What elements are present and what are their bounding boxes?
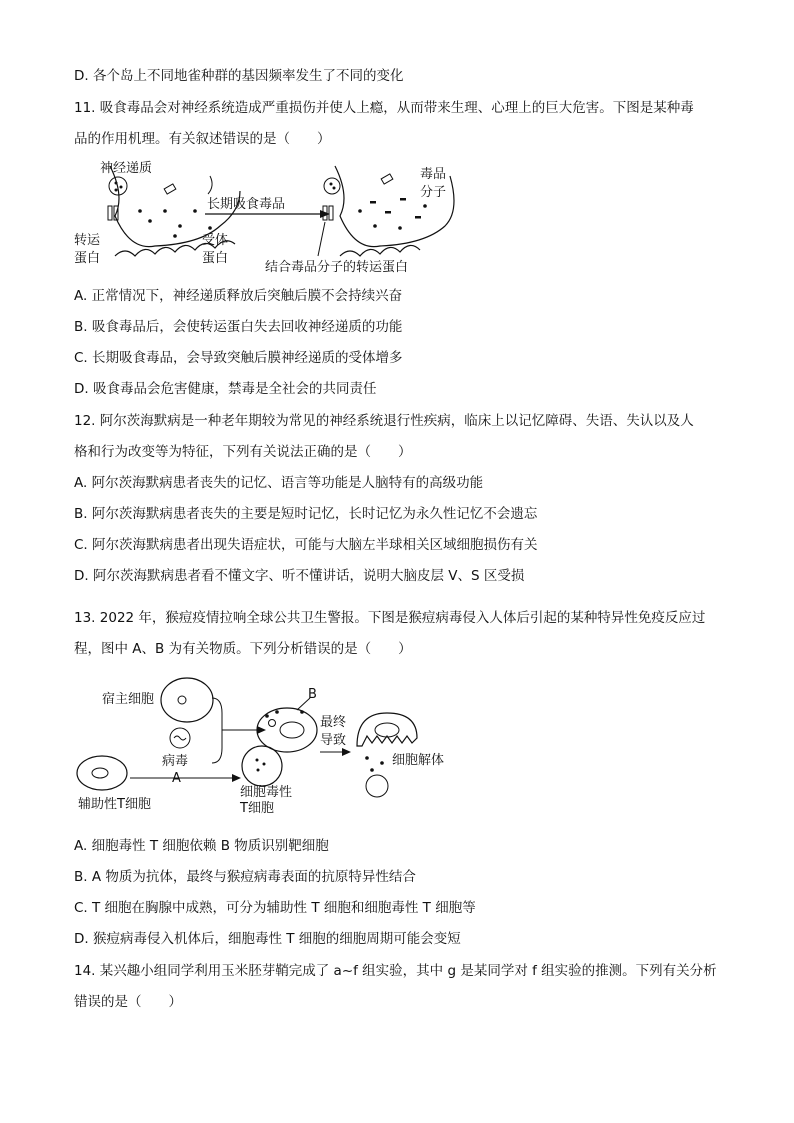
label-final-2: 导致	[320, 733, 347, 748]
helper-t-cell-icon	[77, 756, 127, 790]
label-virus: 病毒	[162, 754, 189, 769]
q13-stem-line2: 程，图中 A、B 为有关物质。下列分析错误的是（ ）	[74, 641, 412, 657]
label-host: 宿主细胞	[102, 692, 155, 707]
label-cytotoxic-2: T细胞	[240, 801, 274, 816]
q12-stem-line1: 12. 阿尔茨海默病是一种老年期较为常见的神经系统退行性疾病，临床上以记忆障碍、失语、失认以及人	[74, 413, 694, 429]
q14-stem-line2: 错误的是（ ）	[74, 994, 182, 1010]
q14-stem-line1: 14. 某兴趣小组同学利用玉米胚芽鞘完成了 a~f 组实验，其中 g 是某同学对 f 组实验的推测。下列有关分析	[74, 963, 717, 979]
label-drug-1: 毒品	[420, 167, 447, 182]
label-receptor-2: 蛋白	[202, 251, 229, 266]
q11-option-d: D. 吸食毒品会危害健康，禁毒是全社会的共同责任	[74, 381, 377, 397]
label-a: A	[172, 771, 181, 786]
label-b: B	[308, 687, 317, 702]
label-receptor-1: 受体	[202, 233, 229, 248]
transporter-icon	[108, 206, 112, 220]
q12-option-b: B. 阿尔茨海默病患者丧失的主要是短时记忆，长时记忆为永久性记忆不会遗忘	[74, 506, 538, 522]
cytotoxic-t-cell-icon	[242, 746, 282, 786]
q12-option-d: D. 阿尔茨海默病患者看不懂文字、听不懂讲话，说明大脑皮层 V、S 区受损	[74, 568, 525, 584]
arrow-a-icon	[232, 774, 241, 782]
q13-immune-diagram	[72, 668, 462, 818]
q13-option-a: A. 细胞毒性 T 细胞依赖 B 物质识别靶细胞	[74, 838, 329, 854]
label-cytotoxic-1: 细胞毒性	[240, 785, 293, 800]
q13-stem-line1: 13. 2022 年，猴痘疫情拉响全球公共卫生警报。下图是猴痘病毒侵入人体后引起的某种特异性免疫反应过	[74, 610, 706, 626]
label-transporter-1: 转运	[74, 233, 101, 248]
q11-synapse-diagram	[70, 156, 460, 278]
q13-option-b: B. A 物质为抗体，最终与猴痘病毒表面的抗原特异性结合	[74, 869, 416, 885]
label-arrow: 长期吸食毒品	[207, 197, 286, 212]
q11-stem-line2: 品的作用机理。有关叙述错误的是（ ）	[74, 131, 331, 147]
q10-option-d: D. 各个岛上不同地雀种群的基因频率发生了不同的变化	[74, 68, 404, 84]
host-cell-icon	[161, 678, 213, 722]
label-helper: 辅助性T细胞	[78, 797, 151, 812]
label-bound-transporter: 结合毒品分子的转运蛋白	[265, 260, 409, 275]
q13-option-c: C. T 细胞在胸腺中成熟，可分为辅助性 T 细胞和细胞毒性 T 细胞等	[74, 900, 476, 916]
q12-option-c: C. 阿尔茨海默病患者出现失语症状，可能与大脑左半球相关区域细胞损伤有关	[74, 537, 538, 553]
receptor-icon	[164, 184, 176, 194]
q11-stem-line1: 11. 吸食毒品会对神经系统造成严重损伤并使人上瘾，从而带来生理、心理上的巨大危害。下图是某种毒	[74, 100, 694, 116]
vesicle-right-icon	[324, 178, 340, 194]
q11-option-c: C. 长期吸食毒品，会导致突触后膜神经递质的受体增多	[74, 350, 403, 366]
label-final-1: 最终	[320, 715, 347, 730]
q13-option-d: D. 猴痘病毒侵入机体后，细胞毒性 T 细胞的细胞周期可能会变短	[74, 931, 461, 947]
label-drug-2: 分子	[420, 185, 447, 200]
label-lysis: 细胞解体	[392, 753, 445, 768]
receptor-right-icon	[381, 174, 393, 184]
arrow-to-target-icon	[257, 726, 266, 734]
q11-option-a: A. 正常情况下，神经递质释放后突触后膜不会持续兴奋	[74, 288, 403, 304]
bracket	[212, 698, 222, 763]
virus-release-icon	[366, 775, 388, 797]
postsynaptic-membrane-right	[340, 245, 420, 256]
q12-stem-line2: 格和行为改变等为特征，下列有关说法正确的是（ ）	[74, 444, 412, 460]
label-neurotransmitter: 神经递质	[100, 161, 153, 176]
q12-option-a: A. 阿尔茨海默病患者丧失的记忆、语言等功能是人脑特有的高级功能	[74, 475, 484, 491]
arrow-final-icon	[342, 748, 351, 756]
q11-option-b: B. 吸食毒品后，会使转运蛋白失去回收神经递质的功能	[74, 319, 403, 335]
label-transporter-2: 蛋白	[74, 251, 101, 266]
lysed-cell-icon	[357, 713, 417, 746]
